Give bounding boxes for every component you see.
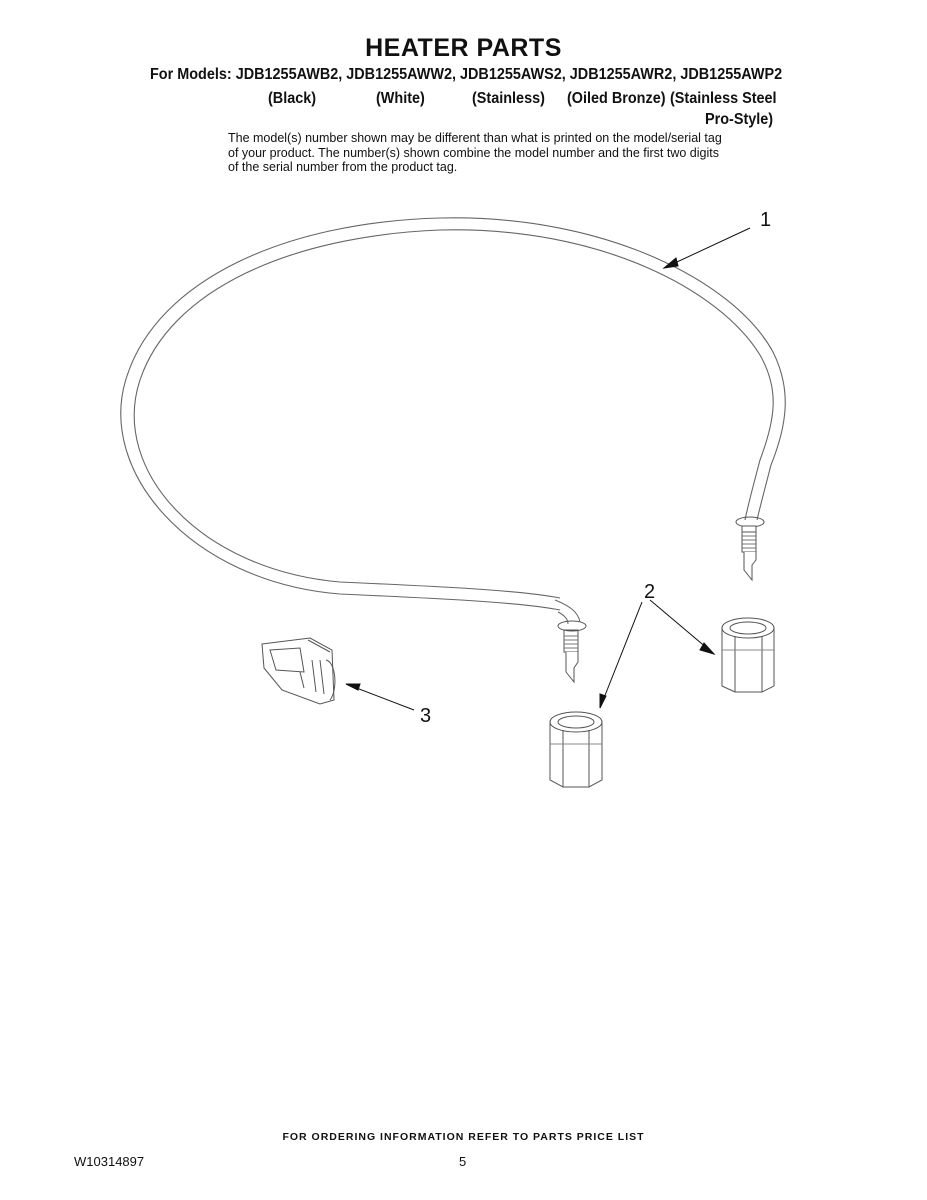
page-number: 5 — [459, 1154, 467, 1169]
page-title: HEATER PARTS — [365, 34, 562, 62]
callout-1: 1 — [760, 209, 772, 231]
variant-oiled-bronze: (Oiled Bronze) — [567, 90, 666, 107]
leader-lines — [346, 228, 750, 710]
fitting-nut-left — [550, 712, 602, 787]
fitting-nut-right — [722, 618, 774, 692]
variant-black: (Black) — [268, 90, 317, 107]
variant-white: (White) — [376, 90, 425, 107]
callout-3: 3 — [420, 705, 432, 727]
variant-pro-style: Pro-Style) — [705, 111, 774, 128]
terminal-clip — [262, 638, 335, 704]
callout-2: 2 — [644, 581, 656, 603]
ordering-info: FOR ORDERING INFORMATION REFER TO PARTS PRICE LIST — [282, 1131, 645, 1143]
variant-stainless-steel: (Stainless Steel — [670, 90, 777, 107]
variant-stainless: (Stainless) — [472, 90, 545, 107]
model-number-note: The model(s) number shown may be different than what is printed on the model/serial tag of your product. The number(s) shown combine the model number and the first two digits of the serial number from the product tag. — [228, 131, 722, 174]
document-number: W10314897 — [74, 1154, 145, 1169]
heater-element — [121, 218, 785, 682]
models-list: For Models: JDB1255AWB2, JDB1255AWW2, JDB1255AWS2, JDB1255AWR2, JDB1255AWP2 — [150, 66, 783, 83]
